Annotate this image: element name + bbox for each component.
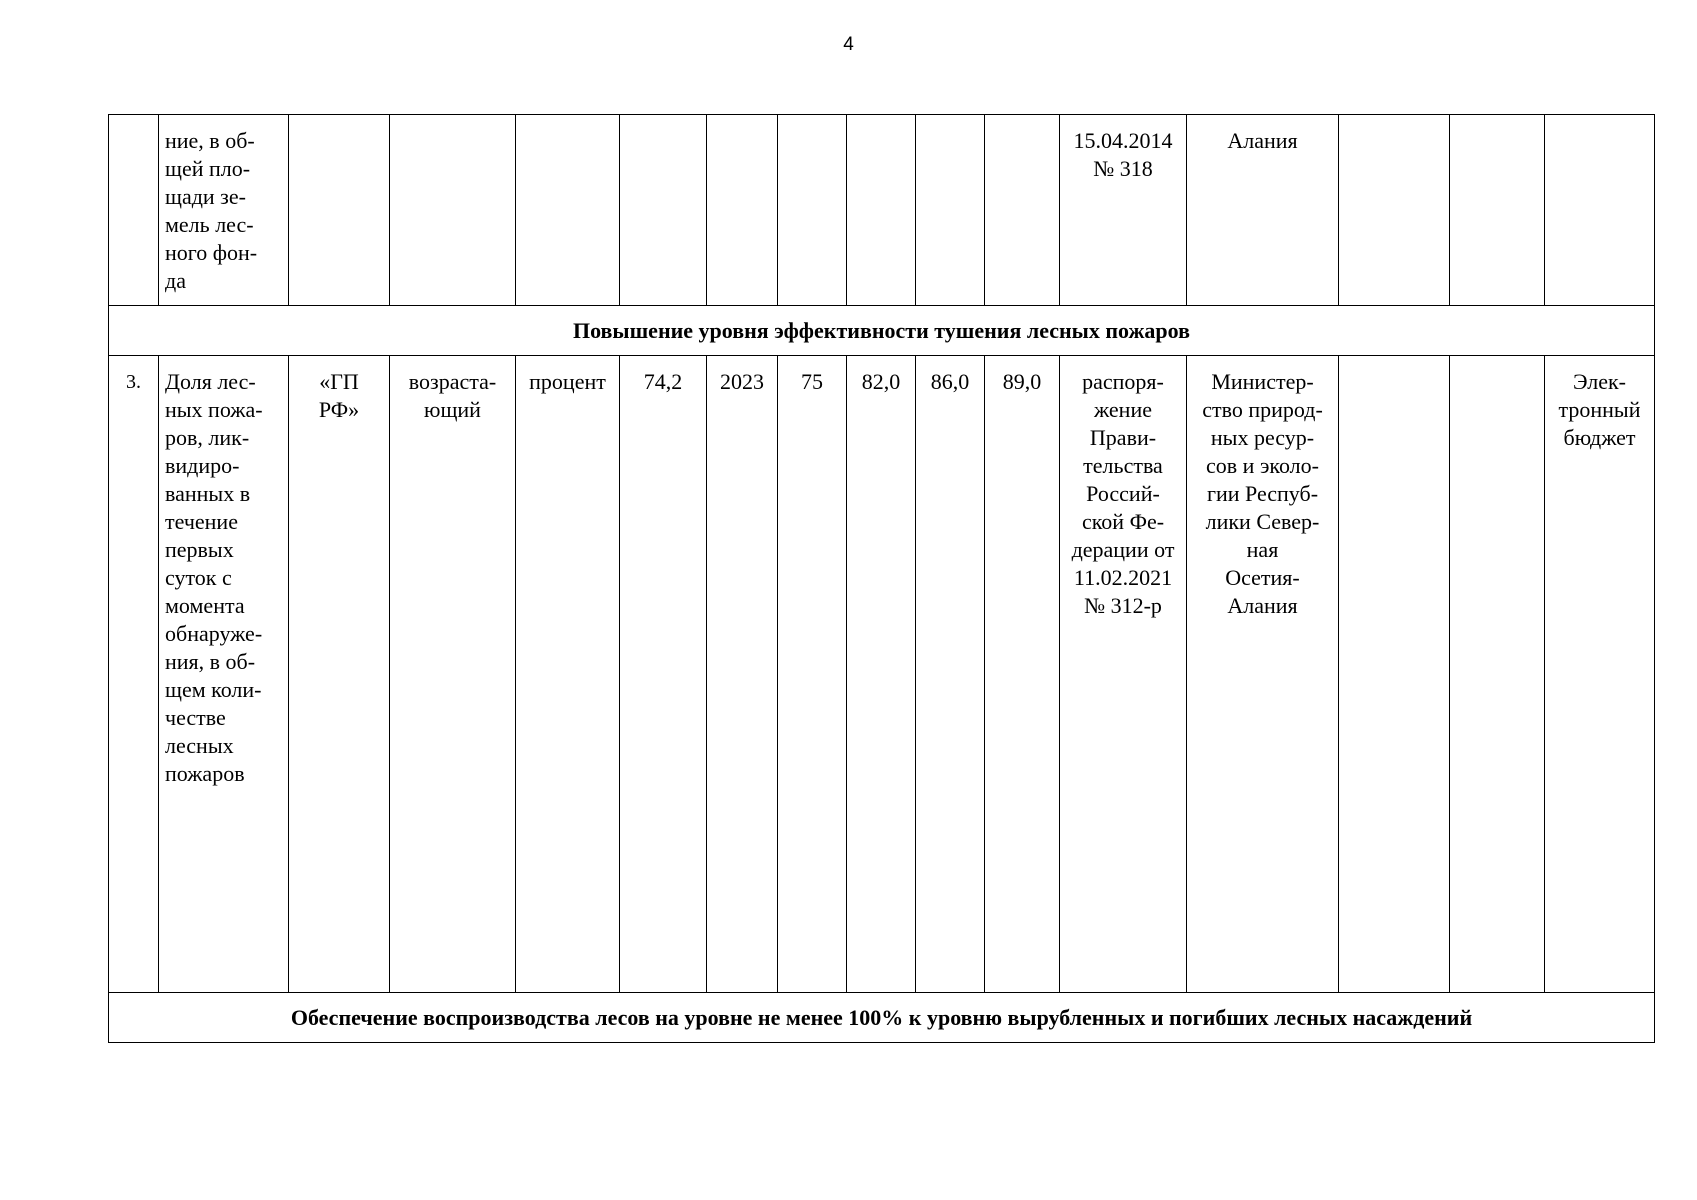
section-heading-row — [109, 993, 1655, 1043]
cell-base-year — [707, 115, 778, 306]
cell-system — [1545, 115, 1655, 306]
cell-col15 — [1450, 115, 1545, 306]
cell-system: Элек- тронный бюджет — [1545, 356, 1655, 993]
cell-value-3: 86,0 — [916, 356, 985, 993]
cell-value-4 — [985, 115, 1060, 306]
cell-value-2 — [847, 115, 916, 306]
cell-base-value: 74,2 — [620, 356, 707, 993]
cell-level — [289, 115, 390, 306]
indicators-table — [108, 114, 1655, 1043]
table-row — [109, 356, 1655, 993]
cell-value-4: 89,0 — [985, 356, 1060, 993]
cell-value-1 — [778, 115, 847, 306]
cell-responsible: Министер- ство природ- ных ресур- сов и эколо- гии Респуб- лики Север- ная Осетия- Алания — [1187, 356, 1339, 993]
page-number: 4 — [843, 34, 854, 55]
section-heading-fire: Повышение уровня эффективности тушения лесных пожаров — [109, 306, 1655, 356]
cell-col14 — [1339, 115, 1450, 306]
cell-index — [109, 115, 159, 306]
cell-level: «ГП РФ» — [289, 356, 390, 993]
cell-base-year: 2023 — [707, 356, 778, 993]
cell-value-2: 82,0 — [847, 356, 916, 993]
cell-trend — [390, 115, 516, 306]
cell-document: 15.04.2014 № 318 — [1060, 115, 1187, 306]
cell-col15 — [1450, 356, 1545, 993]
section-heading-reforestation: Обеспечение воспроизводства лесов на уровне не менее 100% к уровню вырубленных и погибших лесных насаждений — [109, 993, 1655, 1043]
table-row — [109, 115, 1655, 306]
cell-value-3 — [916, 115, 985, 306]
section-heading-row — [109, 306, 1655, 356]
cell-unit: процент — [516, 356, 620, 993]
cell-indicator: Доля лес- ных пожа- ров, лик- видиро- ванных в течение первых суток с момента обнаруже- ния, в об- щем коли- честве лесных пожаров — [159, 356, 289, 993]
cell-unit — [516, 115, 620, 306]
cell-value-1: 75 — [778, 356, 847, 993]
cell-col14 — [1339, 356, 1450, 993]
cell-document: распоря- жение Прави- тельства Россий- ской Фе- дерации от 11.02.2021 № 312-р — [1060, 356, 1187, 993]
cell-base-value — [620, 115, 707, 306]
cell-indicator: ние, в об- щей пло- щади зе- мель лес- ного фон- да — [159, 115, 289, 306]
cell-trend: возраста- ющий — [390, 356, 516, 993]
cell-responsible: Алания — [1187, 115, 1339, 306]
cell-index: 3. — [109, 356, 159, 993]
